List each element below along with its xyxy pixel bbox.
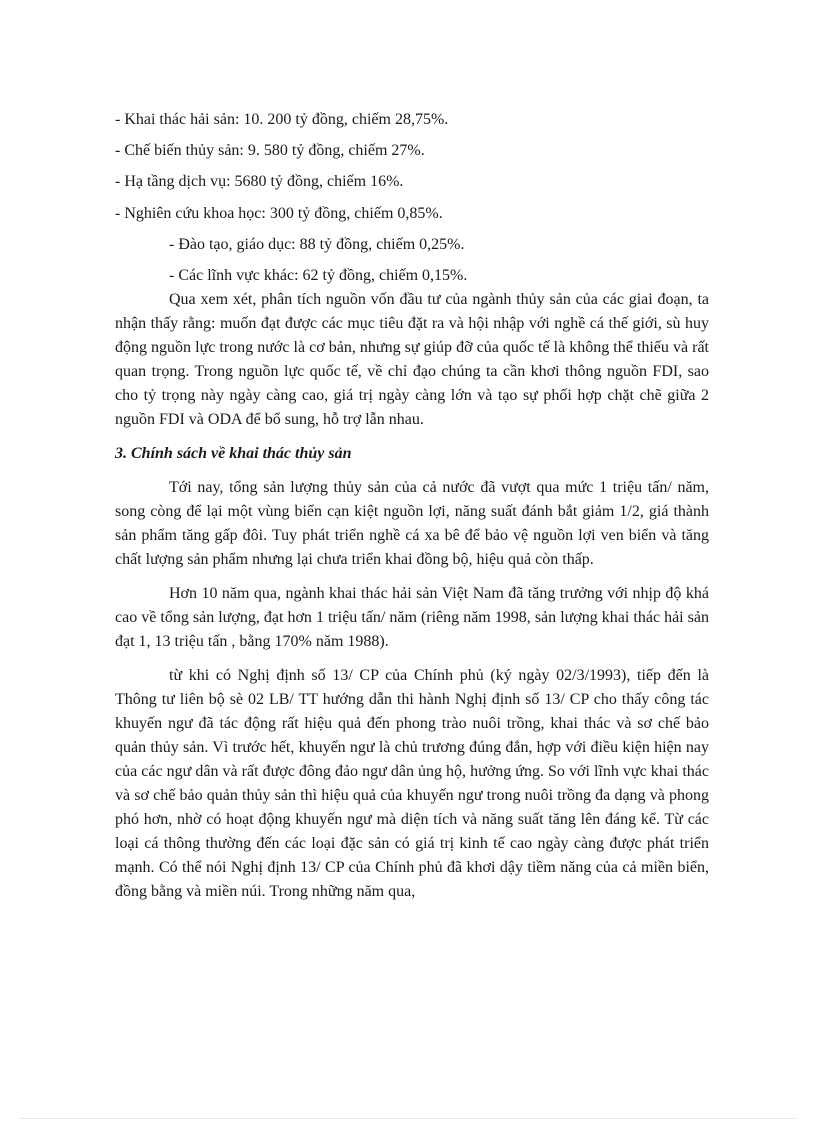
- list-item: - Các lĩnh vực khác: 62 tỷ đồng, chiếm 0,15%.: [169, 266, 468, 284]
- list-item: - Khai thác hải sản: 10. 200 tỷ đồng, chiếm 28,75%.: [115, 111, 449, 128]
- investment-breakdown-list: [115, 104, 715, 291]
- list-item: - Hạ tầng dịch vụ: 5680 tỷ đồng, chiếm 16%.: [115, 173, 404, 191]
- list-item: - Đào tạo, giáo dục: 88 tỷ đồng, chiếm 0,25%.: [169, 235, 465, 253]
- paragraph: từ khi có Nghị định số 13/ CP của Chính phủ (ký ngày 02/3/1993), tiếp đến là Thông tư liên bộ sè 02 LB/ TT hướng dẫn thi hành Nghị định số 13/ CP cho thấy công tác khuyến ngư đã tác động rất hiệu quả đến phong trào nuôi trồng, khai thác và sơ chế bảo quản thủy sản. Vì trước hết, khuyến ngư là chủ trương đúng đắn, hợp với điều kiện hiện nay của các ngư dân và rất được đông đảo ngư dân ủng hộ, hưởng ứng. So với lĩnh vực khai thác và sơ chế bảo quản thủy sản thì hiệu quả của khuyến ngư trong nuôi trồng đa dạng và phong phó hơn, nhờ có hoạt động khuyến ngư mà diện tích và năng suất tăng lên đáng kể. Từ các loại cá thông thường đến các loại đặc sản có giá trị kinh tế cao ngày càng được phát triển mạnh. Có thể nói Nghị định 13/ CP của Chính phủ đã khơi dậy tiềm năng của cả miền biển, đồng bằng và miền núi. Trong những năm qua,: [115, 667, 709, 900]
- page-footer-divider: [20, 1118, 796, 1119]
- paragraph: Qua xem xét, phân tích nguồn vốn đầu tư của ngành thủy sản của các giai đoạn, ta nhận thấy rằng: muốn đạt được các mục tiêu đặt ra và hội nhập với nghề cá thế giới, sù huy động nguồn lực trong nước là cơ bản, nhưng sự giúp đỡ của quốc tế là không thể thiếu và rất quan trọng. Trong nguồn lực quốc tế, về chỉ đạo chúng ta cần khơi thông nguồn FDI, sao cho tỷ trọng này ngày càng cao, giá trị ngày càng lớn và tạo sự phối hợp chặt chẽ giữa 2 nguồn FDI và ODA để bổ sung, hỗ trợ lẫn nhau.: [115, 291, 709, 428]
- list-item: - Chế biến thủy sản: 9. 580 tỷ đồng, chiếm 27%.: [115, 142, 425, 160]
- paragraph: Tới nay, tổng sản lượng thủy sản của cả nước đã vượt qua mức 1 triệu tấn/ năm, song còng để lại một vùng biển cạn kiệt nguồn lợi, năng suất đánh bắt giảm 1/2, giá thành sản phẩm tăng gấp đôi. Tuy phát triển nghề cá xa bê để bảo vệ nguồn lợi ven biển và tăng chất lượng sản phẩm nhưng lại chưa triển khai đồng bộ, hiệu quả còn thấp.: [115, 479, 709, 568]
- section-heading: 3. Chính sách về khai thác thủy sản: [115, 445, 352, 462]
- list-item: - Nghiên cứu khoa học: 300 tỷ đồng, chiếm 0,85%.: [115, 204, 443, 222]
- body-text: [115, 288, 709, 914]
- paragraph: Hơn 10 năm qua, ngành khai thác hải sản Việt Nam đã tăng trưởng với nhịp độ khá cao về tổng sản lượng, đạt hơn 1 triệu tấn/ năm (riêng năm 1998, sản lượng khai thác hải sản đạt 1, 13 triệu tấn , bằng 170% năm 1988).: [115, 585, 709, 650]
